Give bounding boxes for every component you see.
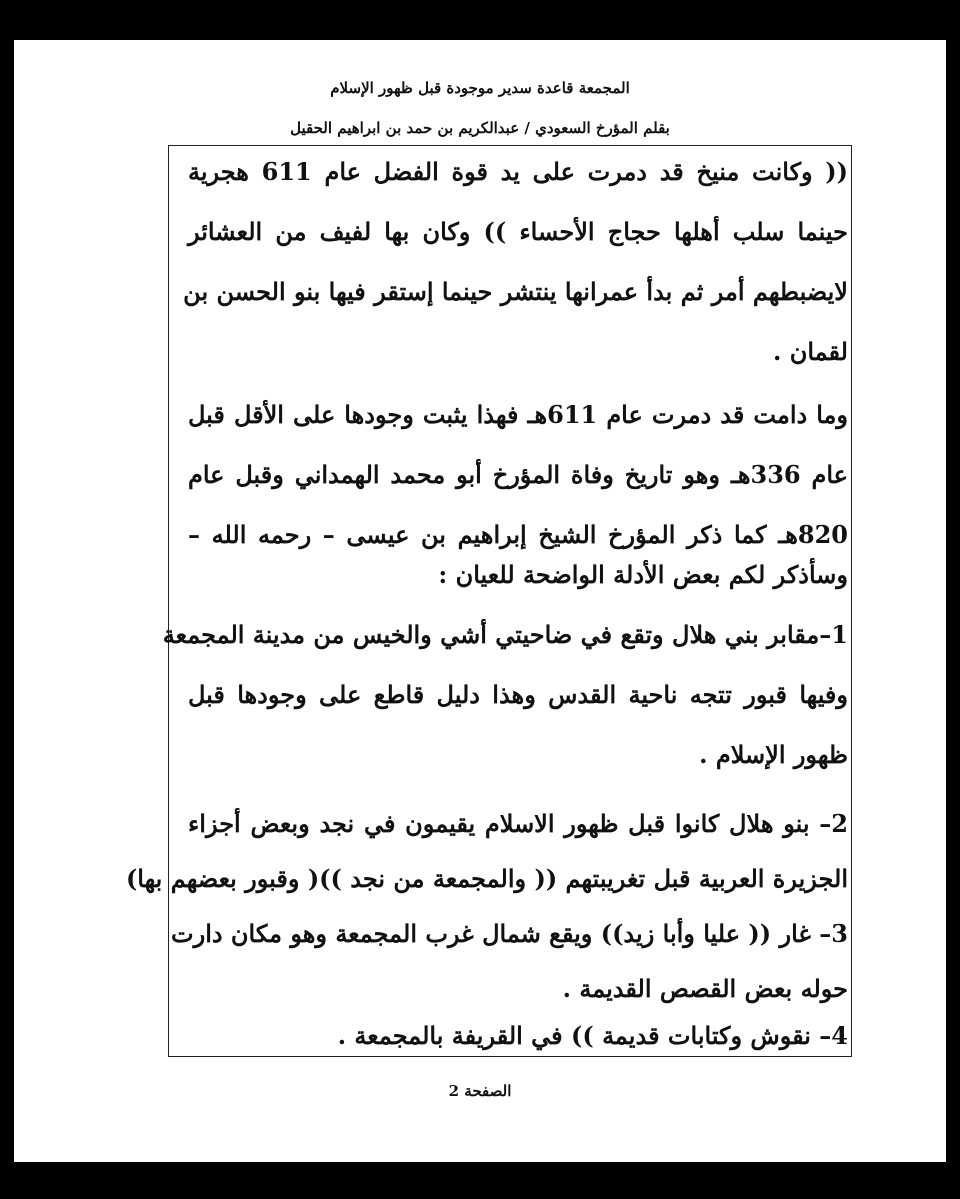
text-line: لايضبطهم أمر ثم بدأ عمرانها ينتشر حينما إستقر فيها بنو الحسن بن: [183, 277, 848, 306]
paragraph-3: [162, 545, 848, 785]
document-author: بقلم المؤرخ السعودي / عبدالكريم بن حمد بن ابراهيم الحقيل: [290, 119, 670, 137]
screen-border-right: [946, 0, 960, 1199]
text-line: عام 336هـ وهو تاريخ وفاة المؤرخ أبو محمد الهمداني وقبل عام: [188, 460, 848, 489]
text-line: وسأذكر لكم بعض الأدلة الواضحة للعيان :: [438, 560, 848, 589]
text-line: لقمان .: [773, 337, 848, 366]
text-line: 2– بنو هلال كانوا قبل ظهور الاسلام يقيمون في نجد وبعض أجزاء: [188, 809, 848, 838]
paragraph-5: [188, 1016, 848, 1056]
text-line: وما دامت قد دمرت عام 611هـ فهذا يثبت وجودها على الأقل قبل: [188, 400, 848, 429]
document-title: المجمعة قاعدة سدير موجودة قبل ظهور الإسلام: [330, 79, 630, 97]
text-line: 820هـ كما ذكر المؤرخ الشيخ إبراهيم بن عيسى – رحمه الله –: [188, 520, 848, 549]
text-line: حوله بعض القصص القديمة .: [562, 974, 848, 1003]
paragraph-4: [125, 796, 848, 1016]
text-line: 4– نقوش وكتابات قديمة )) في القريفة بالمجمعة .: [337, 1021, 848, 1050]
screen-border-left: [0, 0, 14, 1199]
paragraph-1: [183, 142, 849, 382]
text-line: الجزيرة العربية قبل تغريبتهم (( والمجمعة من نجد ))( وقبور بعضهم بها): [125, 864, 848, 893]
text-line: 3– غار (( عليا وأبا زيد)) ويقع شمال غرب المجمعة وهو مكان دارت: [171, 919, 848, 948]
screen-border-top: [0, 0, 960, 40]
text-line: ظهور الإسلام .: [699, 740, 848, 769]
paragraph-2: [188, 385, 848, 565]
page-number: الصفحة 2: [448, 1082, 512, 1100]
text-line: حينما سلب أهلها حجاج الأحساء )) وكان بها لفيف من العشائر: [188, 217, 848, 246]
text-line: (( وكانت منيخ قد دمرت على يد قوة الفضل عام 611 هجرية: [188, 157, 849, 186]
text-line: وفيها قبور تتجه ناحية القدس وهذا دليل قاطع على وجودها قبل: [188, 680, 848, 709]
text-line: 1–مقابر بني هلال وتقع في ضاحيتي أشي والخيس من مدينة المجمعة: [162, 620, 848, 649]
screen-border-bottom: [0, 1162, 960, 1199]
